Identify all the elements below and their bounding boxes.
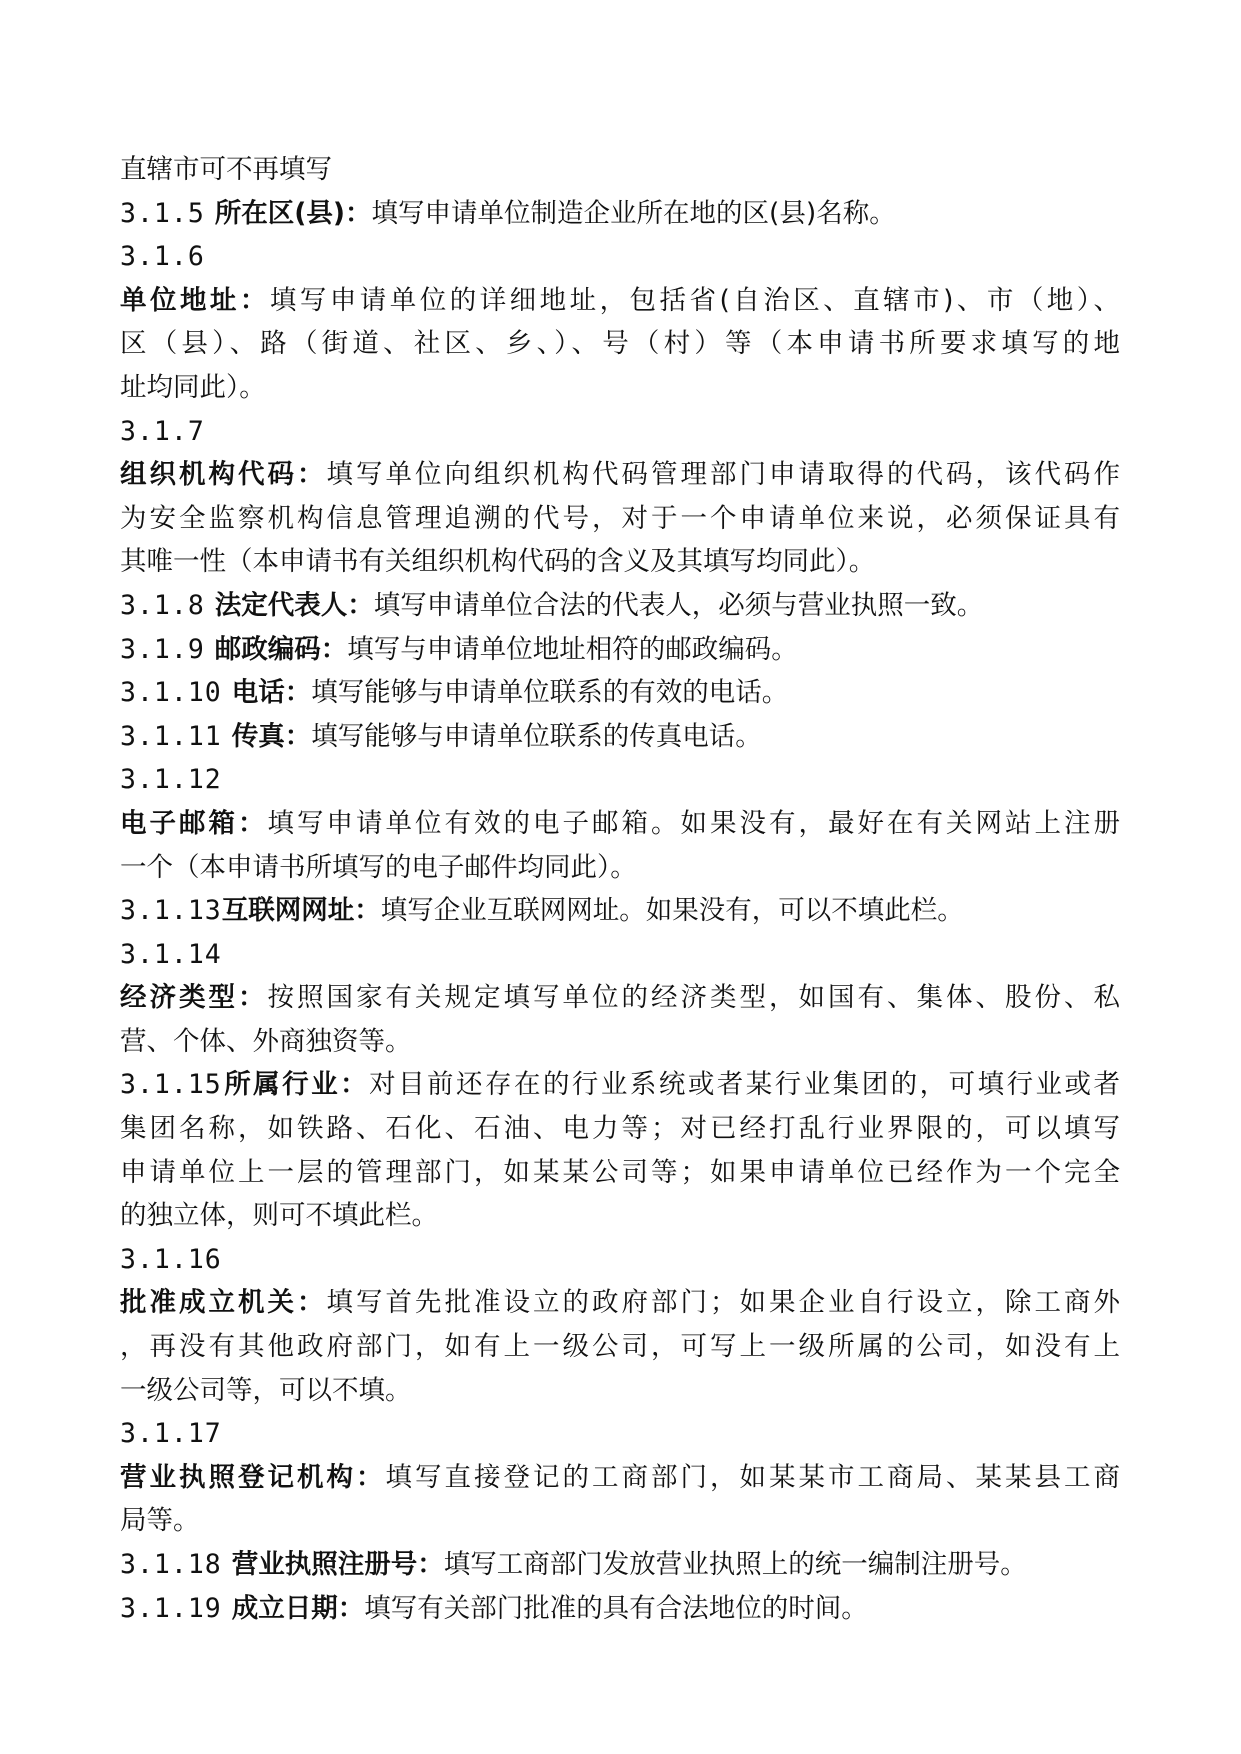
item-text: 申请单位上一层的管理部门，如某某公司等；如果申请单位已经作为一个完全 bbox=[120, 1156, 1120, 1188]
item-text: 址均同此）。 bbox=[120, 371, 266, 403]
item-number: 3.1.15 bbox=[120, 1069, 222, 1101]
item-text: 填写与申请单位地址相符的邮政编码。 bbox=[347, 633, 798, 665]
item-number: 3.1.5 bbox=[120, 197, 205, 229]
item-term: 电子邮箱： bbox=[120, 807, 268, 839]
item-number: 3.1.18 bbox=[120, 1549, 222, 1580]
item-text: 填写企业互联网网址。如果没有，可以不填此栏。 bbox=[380, 895, 964, 927]
item-3-1-11 bbox=[120, 715, 1120, 759]
text-line bbox=[120, 1281, 1120, 1325]
item-3-1-19 bbox=[120, 1587, 1120, 1631]
item-text: 填写直接登记的工商部门，如某某市工商局、某某县工商 bbox=[385, 1461, 1120, 1493]
text-line bbox=[120, 1194, 1120, 1238]
item-text: ，再没有其他政府部门，如有上一级公司，可写上一级所属的公司，如没有上 bbox=[120, 1331, 1120, 1363]
item-term: 邮政编码： bbox=[214, 633, 348, 665]
item-text: 一级公司等，可以不填。 bbox=[120, 1374, 412, 1406]
item-3-1-16 bbox=[120, 1238, 1120, 1282]
item-text: 集团名称，如铁路、石化、石油、电力等；对已经打乱行业界限的，可以填写 bbox=[120, 1113, 1120, 1145]
item-text: 填写申请单位制造企业所在地的区(县)名称。 bbox=[371, 197, 896, 229]
item-number: 3.1.17 bbox=[120, 1418, 222, 1450]
item-term: 单位地址： bbox=[120, 284, 270, 316]
item-term: 组织机构代码： bbox=[120, 459, 327, 491]
text-line bbox=[120, 846, 1120, 890]
text-line bbox=[120, 976, 1120, 1020]
text-line bbox=[120, 1369, 1120, 1413]
item-number: 3.1.6 bbox=[120, 241, 205, 273]
item-3-1-13 bbox=[120, 889, 1120, 933]
item-text: 填写申请单位合法的代表人，必须与营业执照一致。 bbox=[373, 589, 984, 621]
item-3-1-15 bbox=[120, 1063, 1120, 1107]
item-text: 填写单位向组织机构代码管理部门申请取得的代码，该代码作 bbox=[326, 459, 1120, 491]
item-text: 填写能够与申请单位联系的有效的电话。 bbox=[311, 677, 789, 709]
item-number: 3.1.8 bbox=[120, 589, 205, 621]
item-term: 传真： bbox=[231, 720, 312, 752]
item-term: 法定代表人： bbox=[214, 589, 374, 621]
item-text: 局等。 bbox=[120, 1505, 200, 1537]
item-3-1-10 bbox=[120, 671, 1120, 715]
item-number: 3.1.13 bbox=[120, 895, 222, 927]
item-term: 所属行业： bbox=[221, 1069, 370, 1101]
item-3-1-8 bbox=[120, 584, 1120, 628]
item-term: 互联网网址： bbox=[221, 895, 381, 927]
item-text: 营、个体、外商独资等。 bbox=[120, 1025, 412, 1057]
item-text: 填写能够与申请单位联系的传真电话。 bbox=[311, 720, 762, 752]
text-line bbox=[120, 540, 1120, 584]
item-text: 为安全监察机构信息管理追溯的代号，对于一个申请单位来说，必须保证具有 bbox=[120, 502, 1120, 534]
text-line bbox=[120, 148, 1120, 192]
item-text: 填写首先批准设立的政府部门；如果企业自行设立，除工商外 bbox=[326, 1287, 1120, 1319]
item-number: 3.1.10 bbox=[120, 677, 222, 709]
text-line bbox=[120, 1456, 1120, 1500]
item-3-1-9 bbox=[120, 628, 1120, 672]
item-text: 的独立体，则可不填此栏。 bbox=[120, 1200, 438, 1232]
item-text: 填写工商部门发放营业执照上的统一编制注册号。 bbox=[443, 1549, 1027, 1580]
item-term: 经济类型： bbox=[120, 982, 268, 1014]
text-line bbox=[120, 453, 1120, 497]
item-term: 电话： bbox=[231, 677, 312, 709]
item-3-1-7 bbox=[120, 410, 1120, 454]
item-term: 成立日期： bbox=[231, 1592, 365, 1624]
item-text: 其唯一性（本申请书有关组织机构代码的含义及其填写均同此）。 bbox=[120, 546, 876, 578]
item-text: 填写申请单位的详细地址，包括省(自治区、直辖市)、市（地）、 bbox=[269, 284, 1120, 316]
item-text: 一个（本申请书所填写的电子邮件均同此）。 bbox=[120, 851, 637, 883]
item-number: 3.1.16 bbox=[120, 1243, 222, 1275]
text-line bbox=[120, 1107, 1120, 1151]
item-text: 填写有关部门批准的具有合法地位的时间。 bbox=[364, 1592, 868, 1624]
item-term: 批准成立机关： bbox=[120, 1287, 327, 1319]
text-line bbox=[120, 1151, 1120, 1195]
text-line bbox=[120, 1325, 1120, 1369]
item-number: 3.1.12 bbox=[120, 764, 222, 796]
item-number: 3.1.7 bbox=[120, 415, 205, 447]
item-text: 直辖市可不再填写 bbox=[120, 154, 332, 185]
item-3-1-14 bbox=[120, 933, 1120, 977]
item-term: 营业执照注册号： bbox=[231, 1549, 444, 1580]
item-3-1-18 bbox=[120, 1543, 1120, 1587]
item-term: 营业执照登记机构： bbox=[120, 1461, 386, 1493]
text-line bbox=[120, 322, 1120, 366]
item-text: 区（县）、路（街道、社区、乡、）、号（村）等（本申请书所要求填写的地 bbox=[120, 328, 1120, 360]
item-3-1-6 bbox=[120, 235, 1120, 279]
item-number: 3.1.11 bbox=[120, 720, 222, 752]
text-line bbox=[120, 1499, 1120, 1543]
text-line bbox=[120, 497, 1120, 541]
item-3-1-12 bbox=[120, 758, 1120, 802]
item-3-1-5 bbox=[120, 192, 1120, 236]
text-line bbox=[120, 279, 1120, 323]
item-3-1-17 bbox=[120, 1412, 1120, 1456]
document-body bbox=[120, 148, 1120, 1630]
item-text: 填写申请单位有效的电子邮箱。如果没有，最好在有关网站上注册 bbox=[267, 807, 1120, 839]
item-number: 3.1.9 bbox=[120, 633, 205, 665]
item-number: 3.1.14 bbox=[120, 938, 222, 970]
item-number: 3.1.19 bbox=[120, 1592, 222, 1624]
text-line bbox=[120, 366, 1120, 410]
item-text: 对目前还存在的行业系统或者某行业集团的，可填行业或者 bbox=[369, 1069, 1120, 1101]
item-term: 所在区(县)： bbox=[214, 197, 372, 229]
item-text: 按照国家有关规定填写单位的经济类型，如国有、集体、股份、私 bbox=[267, 982, 1120, 1014]
text-line bbox=[120, 802, 1120, 846]
text-line bbox=[120, 1020, 1120, 1064]
